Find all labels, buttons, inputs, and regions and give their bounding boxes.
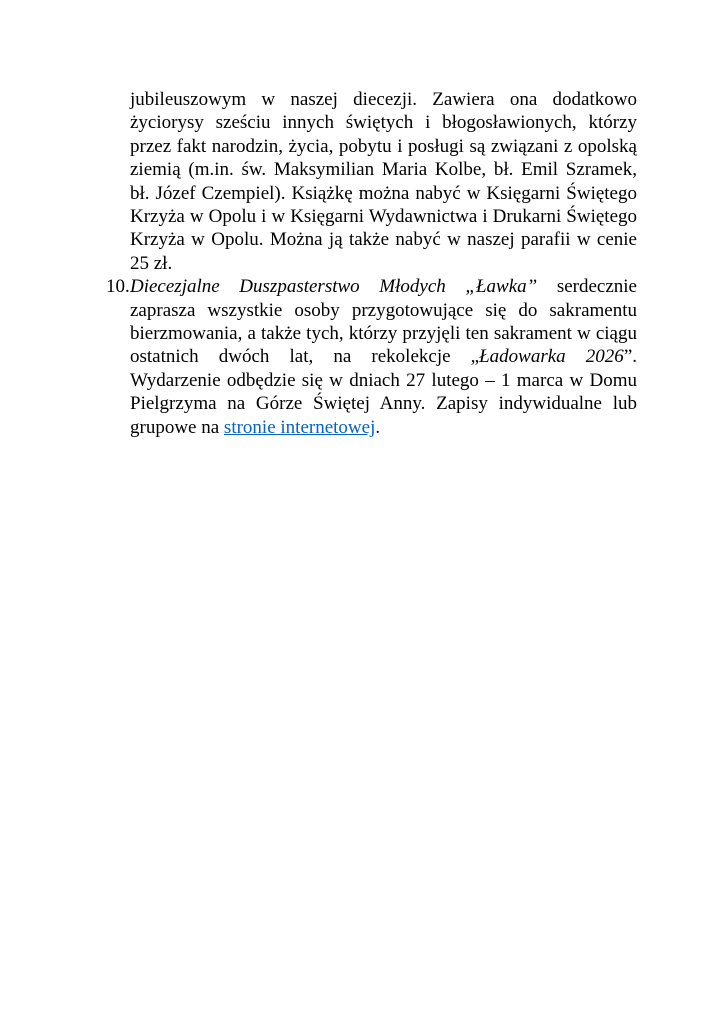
event-name: Ładowarka 2026 (479, 346, 624, 368)
invitation-text: serdecznie zaprasza wszystkie osoby przygotowujące się do sakramentu bierzmowania, a także tych, którzy przyjęli ten sakrament w ciągu ostatnich dwóch lat, na rekolekcje „ (130, 276, 637, 368)
organization-name: Diecezjalne Duszpasterstwo Młodych „Ławka” (130, 276, 538, 298)
list-item-10 (106, 275, 637, 439)
document-body (106, 88, 637, 439)
continued-paragraph: jubileuszowym w naszej diecezji. Zawiera ona dodatkowo życiorysy sześciu innych świętych i błogosławionych, którzy przez fakt narodzin, życia, pobytu i posługi są związani z opolską ziemią (m.in. św. Maksymilian Maria Kolbe, bł. Emil Szramek, bł. Józef Czempiel). Książkę można nabyć w Księgarni Świętego Krzyża w Opolu i w Księgarni Wydawnictwa i Drukarni Świętego Krzyża w Opolu. Można ją także nabyć w naszej parafii w cenie 25 zł. (130, 89, 637, 274)
event-details-text: ”. Wydarzenie odbędzie się w dniach 27 lutego – 1 marca w Domu Pielgrzyma na Górze Świętej Anny. Zapisy indywidualne lub grupowe na (130, 346, 637, 438)
closing-period: . (375, 416, 381, 438)
list-item-number: 10. (106, 276, 130, 298)
website-link[interactable]: stronie internetowej (223, 416, 376, 438)
